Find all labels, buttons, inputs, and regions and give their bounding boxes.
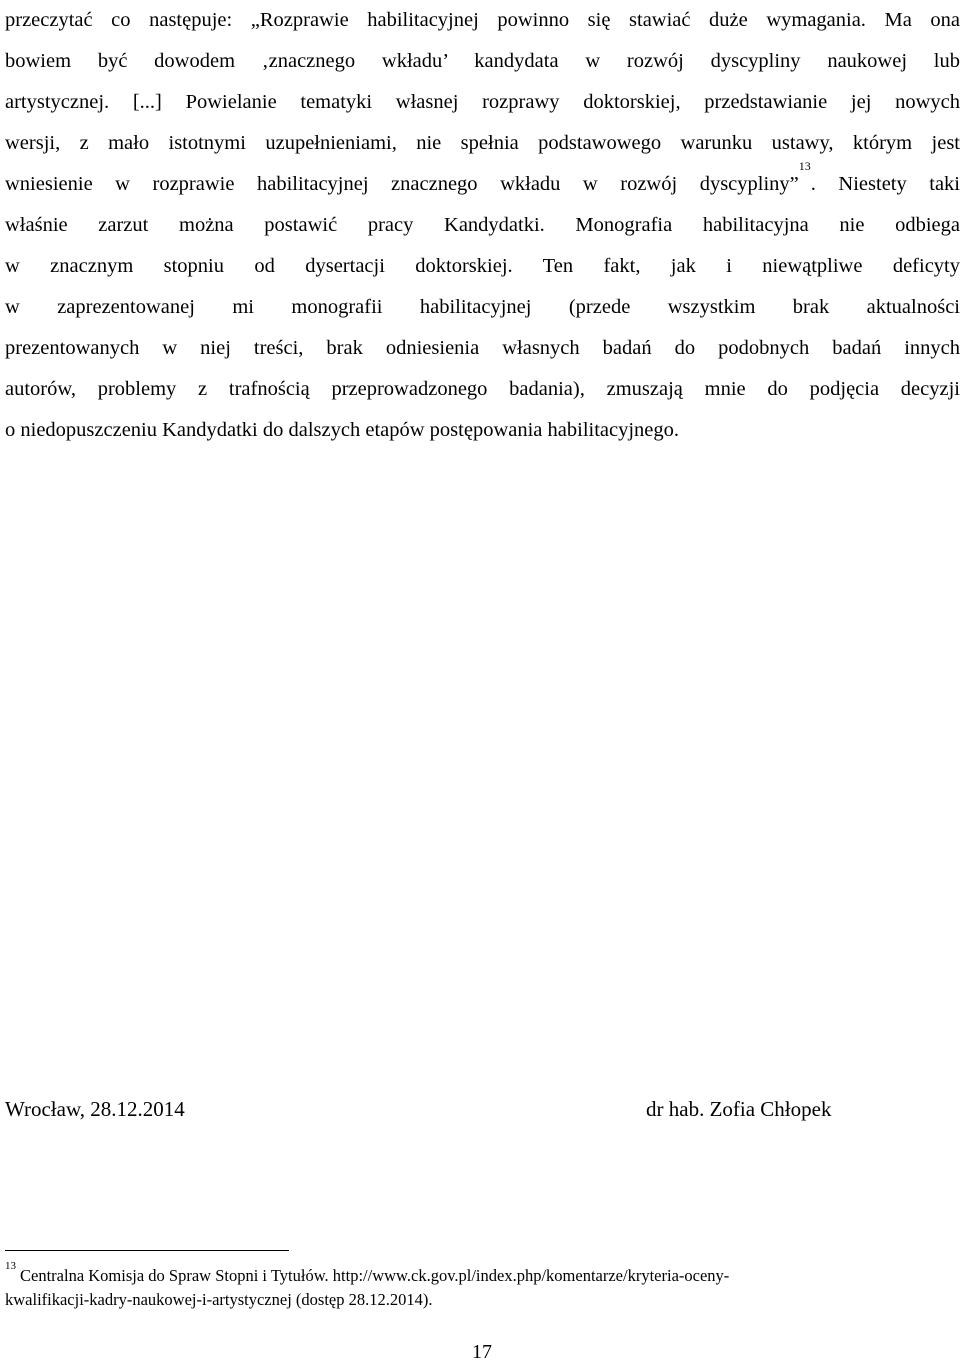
- body-line-1: przeczytać co następuje: „Rozprawie habilitacyjnej powinno się stawiać duże wymagania. Ma ona: [5, 9, 960, 31]
- place-and-date: Wrocław, 28.12.2014: [5, 1097, 185, 1121]
- body-line-6: właśnie zarzut można postawić pracy Kandydatki. Monografia habilitacyjna nie odbiega: [5, 214, 960, 236]
- body-line-9: prezentowanych w niej treści, brak odniesienia własnych badań do podobnych badań innych: [5, 337, 960, 359]
- page-number: 17: [472, 1341, 492, 1363]
- footnote-number: 13: [5, 1260, 16, 1272]
- footnote-line-2: kwalifikacji-kadry-naukowej-i-artystycznej (dostęp 28.12.2014).: [5, 1290, 433, 1309]
- body-line-3: artystycznej. [...] Powielanie tematyki własnej rozprawy doktorskiej, przedstawianie jej nowych: [5, 91, 960, 113]
- footnote-reference: 13: [798, 159, 811, 173]
- body-line-5-tail: . Niestety taki: [810, 173, 960, 195]
- body-line-4: wersji, z mało istotnymi uzupełnieniami, nie spełnia podstawowego warunku ustawy, którym jest: [5, 132, 960, 154]
- footnote-line-1: [5, 1260, 905, 1288]
- body-paragraph: [5, 0, 960, 451]
- footnote-separator: [5, 1250, 289, 1251]
- body-line-5: [5, 159, 960, 205]
- body-line-7: w znacznym stopniu od dysertacji doktorskiej. Ten fakt, jak i niewątpliwe deficyty: [5, 255, 960, 277]
- body-line-11: o niedopuszczeniu Kandydatki do dalszych etapów postępowania habilitacyjnego.: [5, 419, 680, 441]
- body-line-10: autorów, problemy z trafnością przeprowadzonego badania), zmuszają mnie do podjęcia decyzji: [5, 378, 960, 400]
- body-line-8: w zaprezentowanej mi monografii habilitacyjnej (przede wszystkim brak aktualności: [5, 296, 960, 318]
- footnote: [5, 1260, 905, 1312]
- author-name: dr hab. Zofia Chłopek: [646, 1097, 832, 1121]
- body-line-2: bowiem być dowodem ‚znacznego wkładu’ kandydata w rozwój dyscypliny naukowej lub: [5, 50, 960, 72]
- footnote-text-1: Centralna Komisja do Spraw Stopni i Tytułów. http://www.ck.gov.pl/index.php/komentarze/kryteria-oceny-: [20, 1266, 730, 1285]
- body-line-5-text: wniesienie w rozprawie habilitacyjnej znacznego wkładu w rozwój dyscypliny”: [5, 173, 799, 195]
